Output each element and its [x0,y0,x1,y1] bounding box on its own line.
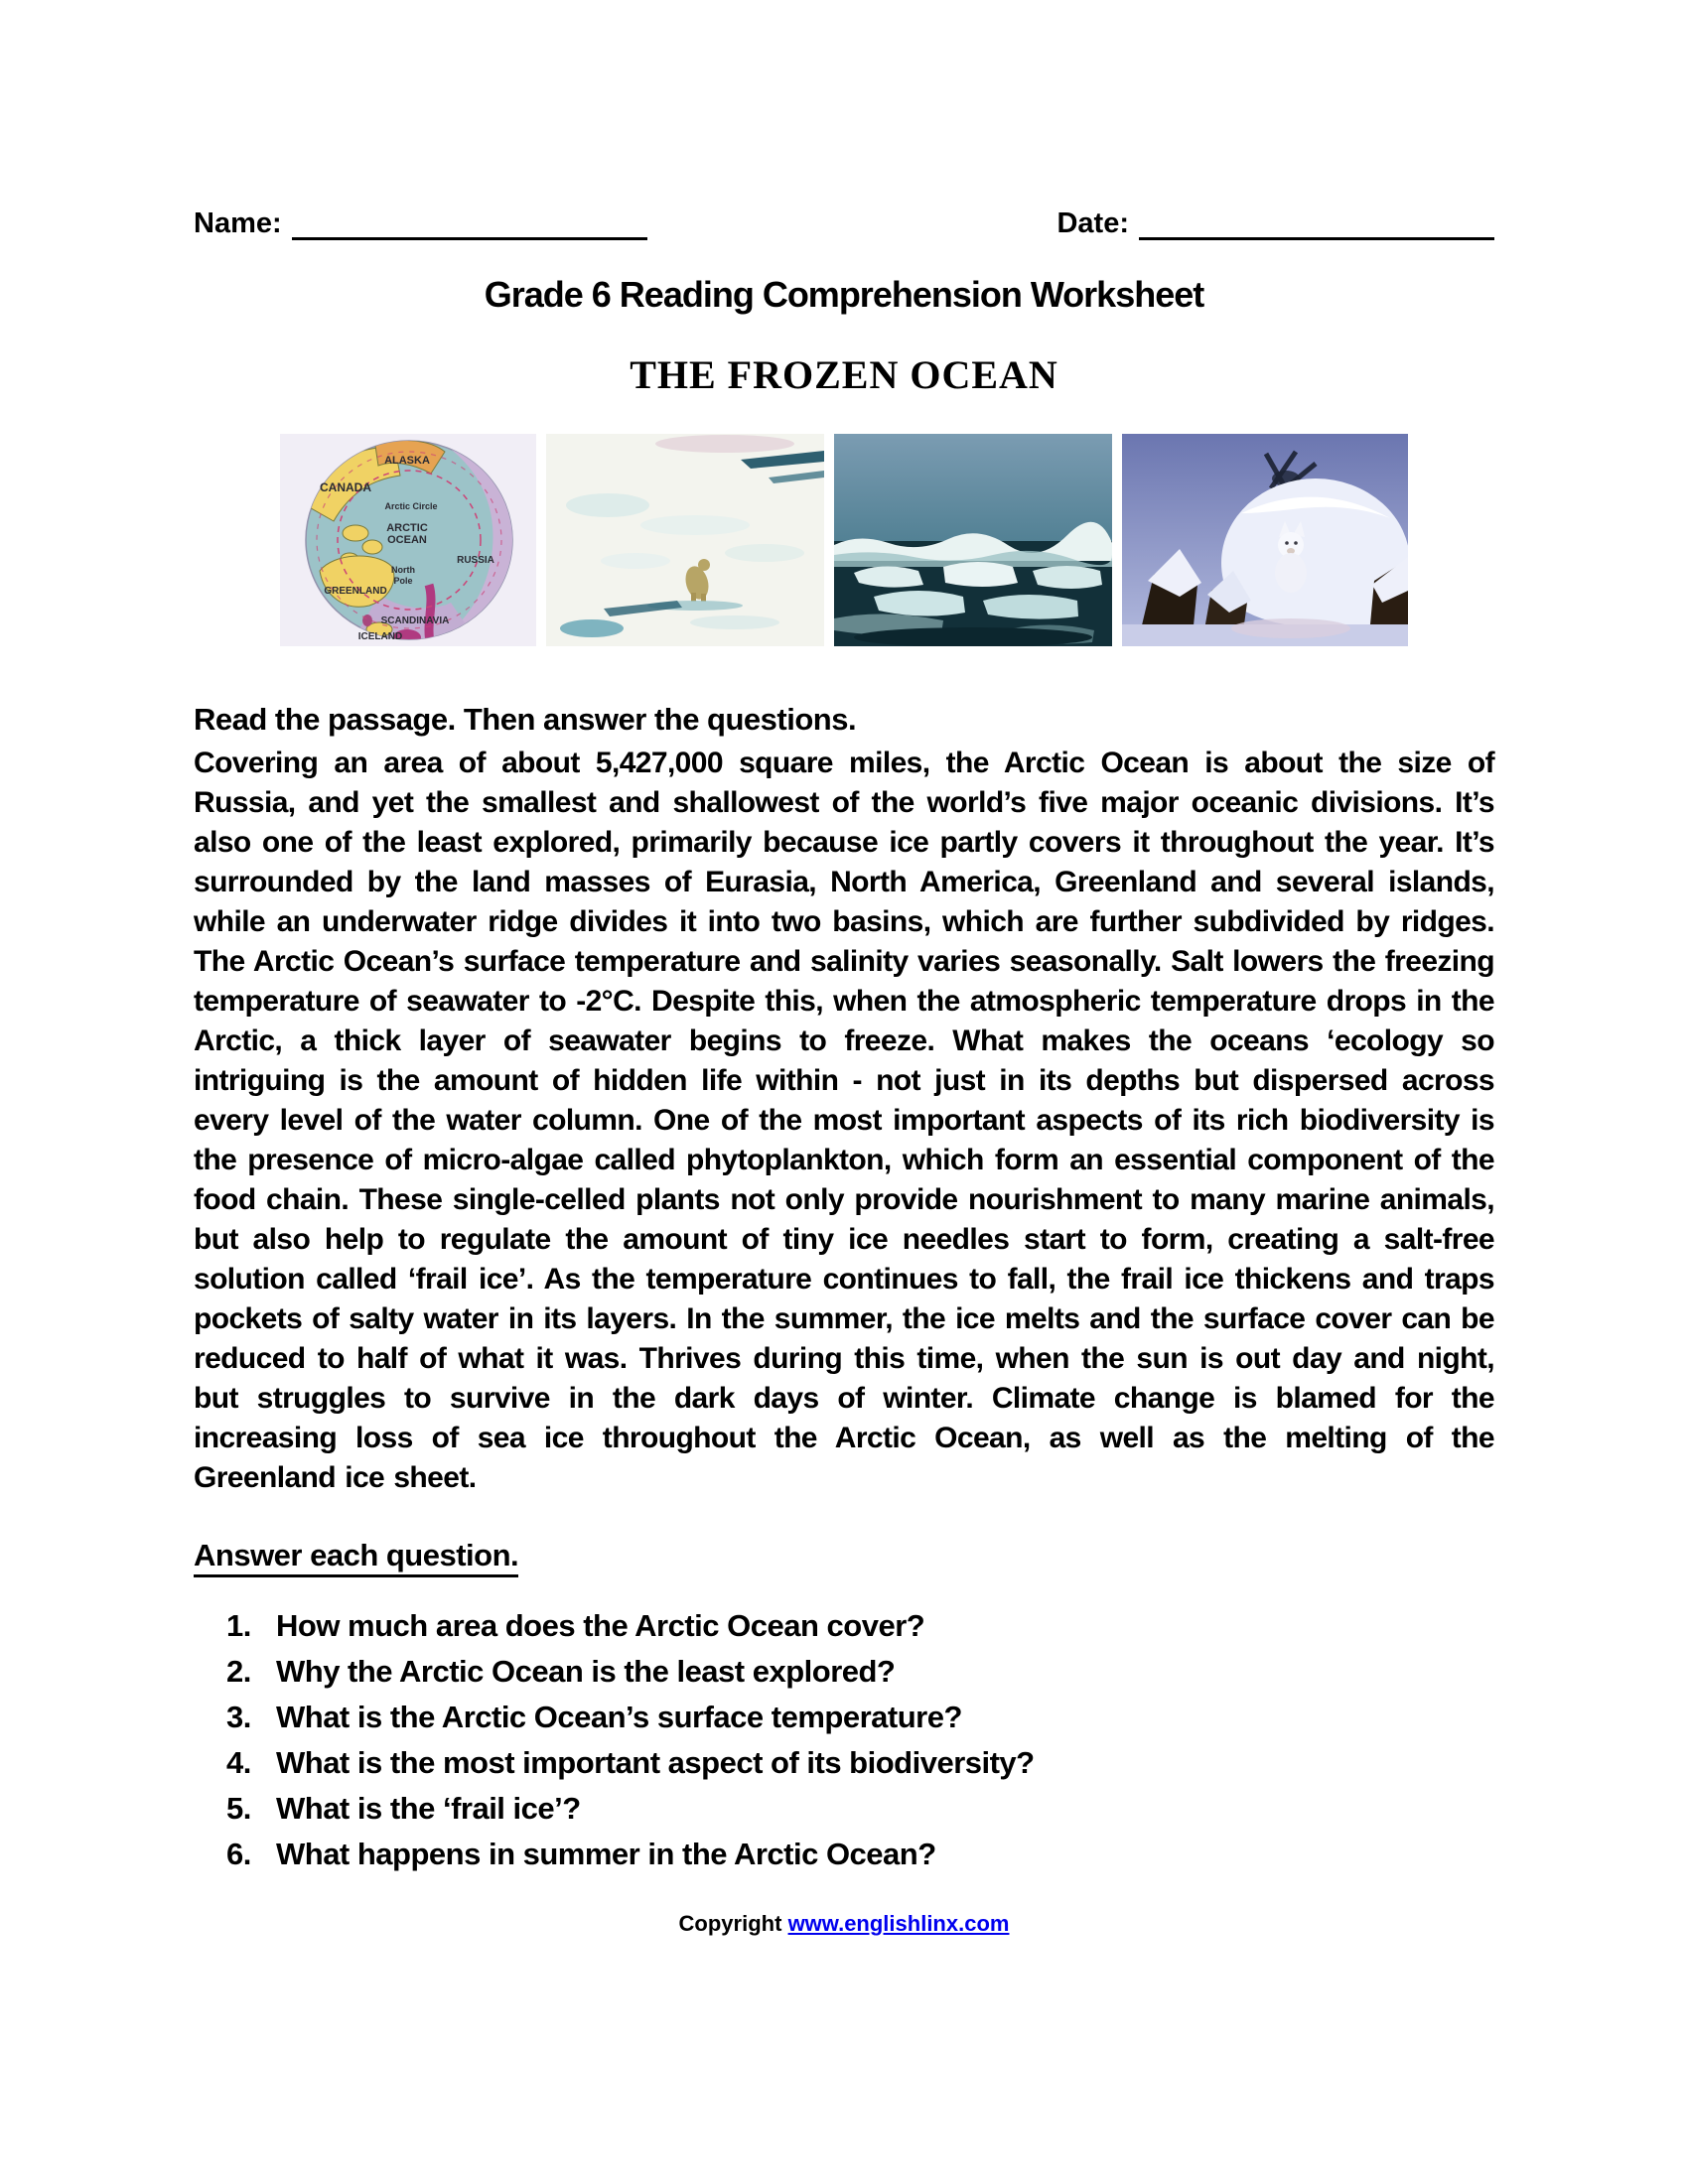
instructions-heading: Read the passage. Then answer the questions. [194,702,857,737]
map-label-russia: RUSSIA [457,555,494,566]
name-label: Name: [194,207,282,239]
question-text: What happens in summer in the Arctic Ocean? [276,1837,936,1871]
question-number: 6. [226,1837,251,1871]
map-label-arctic: ARCTIC [386,522,428,534]
question-number: 4. [226,1745,251,1780]
passage-title: THE FROZEN OCEAN [630,352,1058,397]
name-blank-line [292,204,647,240]
map-label-ocean: OCEAN [387,534,427,546]
question-item [194,1603,1494,1649]
question-item [194,1740,1494,1786]
date-label: Date: [1056,207,1129,239]
footer [194,1911,1494,1937]
question-text: Why the Arctic Ocean is the least explored? [276,1654,896,1689]
question-text: What is the Arctic Ocean’s surface temperature? [276,1700,962,1734]
map-label-greenland: GREENLAND [324,586,387,597]
map-label-north: North [391,565,415,575]
question-text: What is the ‘frail ice’? [276,1791,581,1826]
questions-list [194,1603,1494,1877]
question-item [194,1649,1494,1695]
map-label-iceland: ICELAND [357,631,403,642]
question-text: What is the most important aspect of its biodiversity? [276,1745,1035,1780]
question-number: 1. [226,1608,251,1643]
arctic-map-image [280,434,536,646]
questions-heading-wrap [194,1538,1494,1577]
map-label-arctic-circle: Arctic Circle [384,501,438,511]
polar-bear-image [546,434,824,646]
question-number: 2. [226,1654,251,1689]
map-label-scandinavia: SCANDINAVIA [380,615,450,626]
map-label-alaska: ALASKA [384,455,430,467]
header [194,204,1494,240]
image-strip [194,434,1494,646]
question-item [194,1832,1494,1877]
questions-heading: Answer each question. [194,1538,518,1577]
question-item [194,1695,1494,1740]
arctic-fox-image [1122,434,1408,646]
question-item [194,1786,1494,1832]
copyright-label: Copyright [678,1911,782,1936]
englishlinx-link[interactable]: www.englishlinx.com [787,1911,1010,1936]
date-field [1056,204,1494,240]
passage-text: Covering an area of about 5,427,000 square miles, the Arctic Ocean is about the size of Russia, and yet the smallest and shallowest of the world’s five major oceanic divisions. It’s also one of the least explored, primarily because ice partly covers it throughout the year. It’s surrounded by the land masses of Eurasia, North America, Greenland and several islands, while an underwater ridge divides it into two basins, which are further subdivided by ridges. The Arctic Ocean’s surface temperature and salinity varies seasonally. Salt lowers the freezing temperature of seawater to -2°C. Despite this, when the atmospheric temperature drops in the Arctic, a thick layer of seawater begins to freeze. What makes the oceans ‘ecology so intriguing is the amount of hidden life within - not just in its depths but dispersed across every level of the water column. One of the most important aspects of its rich biodiversity is the presence of micro-algae called phytoplankton, which form an essential component of the food chain. These single-celled plants not only provide nourishment to many marine animals, but also help to regulate the amount of tiny ice needles start to form, creating a salt-free solution called ‘frail ice’. As the temperature continues to fall, the frail ice thickens and traps pockets of salty water in its layers. In the summer, the ice melts and the surface cover can be reduced to half of what it was. Thrives during this time, when the sun is out day and night, but struggles to survive in the dark days of winter. Climate change is blamed for the increasing loss of sea ice throughout the Arctic Ocean, as well as the melting of the Greenland ice sheet. [194,747,1494,1494]
map-label-canada: CANADA [320,480,371,494]
question-text: How much area does the Arctic Ocean cover? [276,1608,925,1643]
question-number: 5. [226,1791,251,1826]
date-blank-line [1139,204,1494,240]
map-label-pole: Pole [393,576,413,586]
page-title: Grade 6 Reading Comprehension Worksheet [484,274,1204,315]
ice-floes-image [834,434,1112,646]
question-number: 3. [226,1700,251,1734]
name-field [194,204,647,240]
